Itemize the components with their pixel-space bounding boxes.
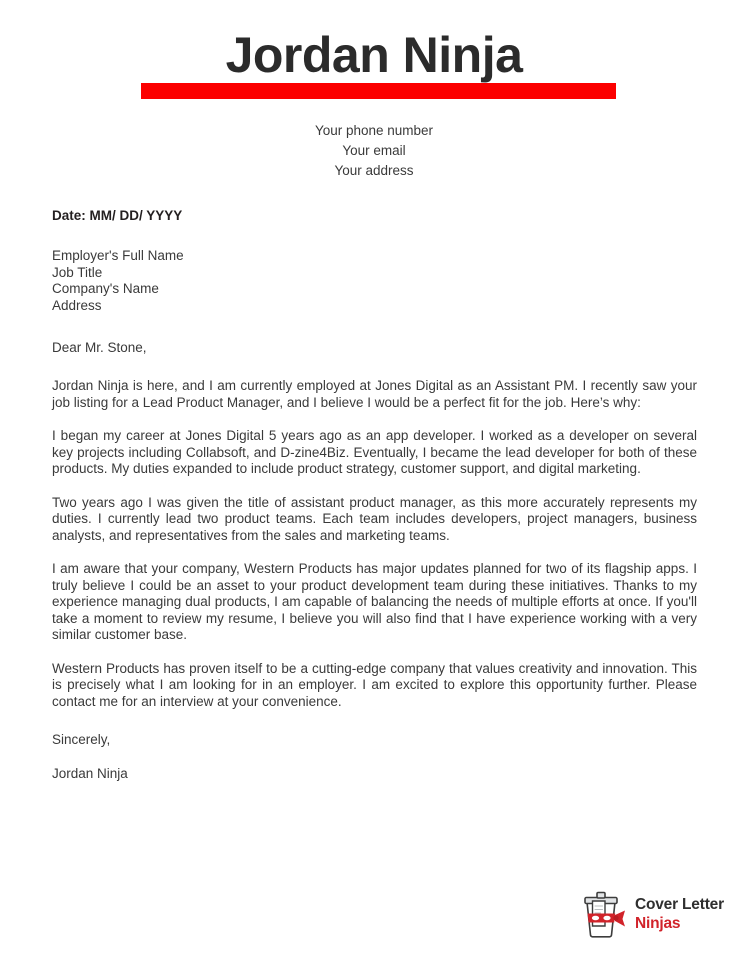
- recipient-company: Company's Name: [52, 281, 159, 296]
- date-line: Date: MM/ DD/ YYYY: [52, 208, 183, 223]
- letter-header: [0, 0, 748, 112]
- body-paragraph: Jordan Ninja is here, and I am currently employed at Jones Digital as an Assistant PM. I recently saw your job listing for a Lead Product Manager, and I believe I would be a perfect fit for the job. Here’s why:: [52, 378, 697, 410]
- contact-phone: Your phone number: [314, 123, 434, 138]
- recipient-block: [52, 248, 697, 314]
- name-red-banner: [141, 83, 616, 99]
- recipient-address: Address: [52, 297, 102, 313]
- recipient-job-title: Job Title: [52, 264, 103, 280]
- closing-block: [52, 732, 697, 782]
- ninja-document-icon: [575, 888, 627, 940]
- page-title: Jordan Ninja: [225, 27, 523, 83]
- brand-logo-text: [635, 897, 724, 931]
- salutation: Dear Mr. Stone,: [52, 340, 147, 355]
- contact-block: [0, 121, 748, 181]
- letter-body: [52, 208, 697, 782]
- brand-name-top: Cover Letter: [635, 896, 724, 913]
- brand-logo: [575, 888, 724, 940]
- body-paragraph: Two years ago I was given the title of assistant product manager, as this more accurately represents my duties. I currently lead two product teams. Each team includes developers, project managers, business analysts, and representatives from the sales and marketing teams.: [52, 494, 697, 543]
- body-paragraph: Western Products has proven itself to be a cutting-edge company that values creativity and innovation. This is precisely what I am looking for in an employer. I am excited to explore this opportunity further. Please contact me for an interview at your convenience.: [52, 660, 697, 709]
- signature-name: Jordan Ninja: [52, 766, 128, 781]
- body-paragraph: I began my career at Jones Digital 5 years ago as an app developer. I worked as a developer on several key projects including Collabsoft, and D-zine4Biz. Eventually, I became the lead developer for both of these products. My duties expanded to include product strategy, customer support, and digital marketing.: [52, 428, 697, 476]
- contact-address: Your address: [334, 163, 414, 178]
- body-paragraph: I am aware that your company, Western Products has major updates planned for two of its flagship apps. I truly believe I could be an asset to your product development team during these initiatives. Thanks to my experience managing dual products, I am capable of balancing the needs of multiple efforts at once. If you'll take a moment to review my resume, I believe you will also find that I have experience working with a very similar customer base.: [52, 561, 697, 642]
- brand-name-bottom: Ninjas: [635, 914, 681, 932]
- closing-line: Sincerely,: [52, 732, 111, 747]
- contact-email: Your email: [342, 143, 406, 158]
- recipient-name: Employer's Full Name: [52, 248, 184, 263]
